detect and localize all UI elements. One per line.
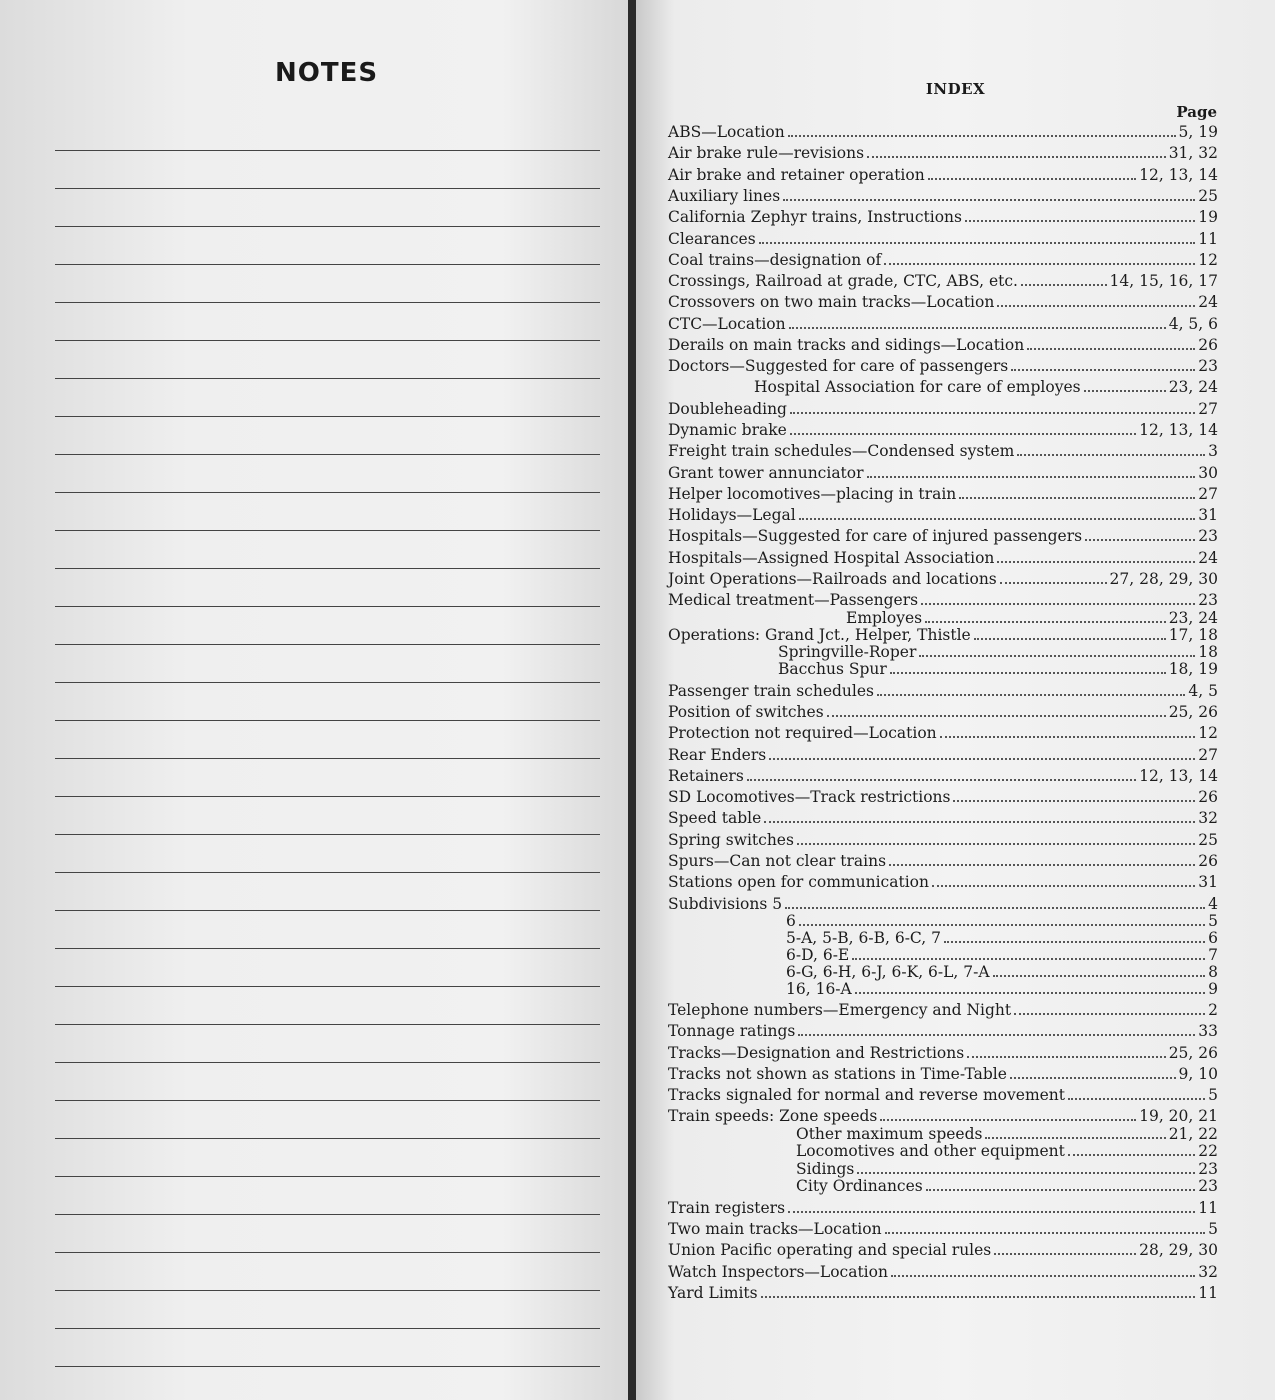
index-entry-page: 26 (1198, 852, 1218, 870)
dot-leader (867, 476, 1196, 478)
dot-leader (759, 242, 1196, 244)
index-entry-label: Rear Enders (668, 745, 767, 764)
index-entry-page: 6 (1208, 928, 1218, 947)
index-entry-page: 31 (1198, 506, 1218, 525)
index-entry-page: 3 (1208, 442, 1218, 461)
dot-leader (953, 800, 1195, 802)
notes-ruled-line (55, 1138, 600, 1139)
index-entry (668, 789, 1218, 806)
notes-ruled-line (55, 226, 600, 227)
index-entry (668, 592, 1218, 609)
dot-leader (925, 621, 1166, 623)
index-entry (668, 747, 1218, 764)
dot-leader (919, 655, 1195, 657)
index-entry-label: Freight train schedules—Condensed system (668, 442, 1015, 461)
index-entry-label: Doctors—Suggested for care of passengers (668, 357, 1009, 376)
index-entry (668, 725, 1218, 742)
index-entry (846, 610, 1218, 627)
index-entry (668, 627, 1218, 644)
index-entry-label: Protection not required—Location (668, 724, 937, 743)
dot-leader (799, 518, 1196, 520)
index-entry-label: Other maximum speeds (796, 1124, 983, 1143)
index-entry-label: California Zephyr trains, Instructions (668, 208, 962, 227)
index-entry (668, 209, 1218, 226)
index-entry (754, 379, 1218, 396)
index-entry (786, 964, 1218, 981)
index-entry-page: 22 (1198, 1142, 1218, 1161)
index-entry-page: 27 (1198, 399, 1218, 418)
notes-ruled-line (55, 758, 600, 759)
dot-leader (785, 907, 1205, 909)
notes-ruled-line (55, 644, 600, 645)
dot-leader (769, 758, 1195, 760)
index-entry-label: 16, 16-A (786, 979, 852, 998)
notes-ruled-line (55, 1176, 600, 1177)
notes-ruled-line (55, 606, 600, 607)
dot-leader (891, 1275, 1195, 1277)
index-entry-label: Spring switches (668, 830, 794, 849)
dot-leader (921, 603, 1195, 605)
index-entry-page: 23 (1198, 1159, 1218, 1178)
index-entry-page: 12 (1198, 250, 1218, 269)
index-entry-label: Bacchus Spur (778, 660, 887, 679)
index-entry (786, 981, 1218, 998)
index-entry-label: Helper locomotives—placing in train (668, 484, 957, 503)
index-entry-page: 4, 5, 6 (1168, 314, 1218, 333)
index-entry (668, 1002, 1218, 1019)
index-entry (668, 252, 1218, 269)
notes-ruled-line (55, 492, 600, 493)
index-entry (778, 661, 1218, 678)
dot-leader (1027, 348, 1195, 350)
notes-ruled-line (55, 1062, 600, 1063)
index-entry-page: 23 (1198, 591, 1218, 610)
index-entry-label: Springville-Roper (778, 643, 917, 662)
index-entry (668, 188, 1218, 205)
index-entry (668, 1200, 1218, 1217)
index-entry-label: Subdivisions 5 (668, 894, 783, 913)
notes-ruled-line (55, 1366, 600, 1367)
index-entry-label: Grant tower annunciator (668, 463, 864, 482)
index-entry-label: 6 (786, 911, 796, 930)
notes-ruled-line (55, 682, 600, 683)
dot-leader (880, 1119, 1136, 1121)
index-entry (668, 507, 1218, 524)
index-entry (668, 528, 1218, 545)
dot-leader (1068, 1098, 1205, 1100)
dot-leader (926, 1189, 1196, 1191)
index-entry-label: Tracks—Designation and Restrictions (668, 1043, 965, 1062)
index-entry-page: 11 (1198, 229, 1218, 248)
index-entry-label: CTC—Location (668, 314, 786, 333)
index-entry (796, 1161, 1218, 1178)
dot-leader (994, 1253, 1136, 1255)
dot-leader (799, 924, 1205, 926)
dot-leader (855, 992, 1205, 994)
index-entry (668, 1066, 1218, 1083)
index-entry-label: Locomotives and other equipment (796, 1142, 1065, 1161)
index-entry-label: Hospital Association for care of employes (754, 378, 1081, 397)
index-entry-label: Employes (846, 609, 923, 628)
index-entry-label: ABS—Location (668, 123, 785, 141)
dot-leader (997, 561, 1195, 563)
index-entry-label: City Ordinances (796, 1177, 923, 1196)
index-entry-page: 32 (1198, 1262, 1218, 1281)
index-entry-page: 9 (1208, 979, 1218, 998)
index-entry-label: Coal trains—designation of (668, 250, 882, 269)
index-entry-label: SD Locomotives—Track restrictions (668, 788, 951, 807)
index-entry-page: 30 (1198, 463, 1218, 482)
dot-leader (1068, 1154, 1195, 1156)
index-entry-page: 25 (1198, 830, 1218, 849)
index-entry-label: Passenger train schedules (668, 681, 874, 700)
index-entry-page: 7 (1208, 945, 1218, 964)
index-entry-label: Spurs—Can not clear trains (668, 852, 887, 870)
index-entry-page: 28, 29, 30 (1139, 1241, 1218, 1260)
index-entry-label: Derails on main tracks and sidings—Location (668, 336, 1025, 354)
index-entry-label: Hospitals—Assigned Hospital Association (668, 548, 995, 567)
dot-leader (790, 412, 1195, 414)
index-entry (668, 853, 1218, 870)
dot-leader (788, 135, 1176, 137)
notes-ruled-line (55, 568, 600, 569)
notes-ruled-line (55, 1252, 600, 1253)
index-entry-label: Retainers (668, 766, 744, 785)
index-entry-page: 4, 5 (1188, 681, 1218, 700)
index-entry-page: 25, 26 (1168, 702, 1218, 721)
index-entry-page: 4 (1208, 894, 1218, 913)
index-entry-label: Doubleheading (668, 399, 787, 418)
index-entry (778, 644, 1218, 661)
notes-ruled-line (55, 340, 600, 341)
notes-ruled-line (55, 720, 600, 721)
index-entry-page: 11 (1198, 1198, 1218, 1217)
notes-ruled-line (55, 1328, 600, 1329)
index-entry (668, 1087, 1218, 1104)
index-entry (668, 810, 1218, 827)
index-entry-page: 2 (1208, 1000, 1218, 1019)
index-title: INDEX (925, 80, 986, 98)
notes-ruled-line (55, 910, 600, 911)
index-entry (668, 1264, 1218, 1281)
index-entry-page: 19 (1198, 208, 1218, 227)
index-entry (668, 294, 1218, 311)
dot-leader (867, 156, 1166, 158)
dot-leader (1084, 390, 1166, 392)
index-entry (668, 896, 1218, 913)
dot-leader (889, 864, 1195, 866)
index-entry-label: Crossings, Railroad at grade, CTC, ABS, etc. (668, 272, 1018, 291)
dot-leader (940, 736, 1196, 738)
dot-leader (965, 220, 1195, 222)
index-entry-page: 5 (1208, 1220, 1218, 1238)
dot-leader (974, 638, 1166, 640)
dot-leader (1017, 454, 1205, 456)
index-entry (668, 571, 1218, 588)
index-entry-label: Air brake and retainer operation (668, 165, 925, 184)
index-entry-page: 12, 13, 14 (1139, 420, 1218, 439)
index-entry-label: Train registers (668, 1198, 786, 1217)
index-entry-label: Yard Limits (668, 1283, 758, 1302)
index-entry (668, 337, 1218, 354)
dot-leader (788, 1211, 1195, 1213)
notes-ruled-line (55, 454, 600, 455)
notes-ruled-line (55, 264, 600, 265)
index-entry-page: 31 (1198, 873, 1218, 892)
index-entry-page: 12, 13, 14 (1139, 766, 1218, 785)
dot-leader (857, 1172, 1195, 1174)
index-entry-page: 5 (1208, 1086, 1218, 1105)
index-entry-label: Telephone numbers—Emergency and Night (668, 1000, 1012, 1019)
index-entry-page: 32 (1198, 809, 1218, 828)
index-entry-page: 23 (1198, 357, 1218, 376)
page-column-header: Page (1176, 103, 1217, 121)
dot-leader (877, 694, 1185, 696)
index-entry-page: 23 (1198, 1177, 1218, 1196)
index-entry (668, 704, 1218, 721)
index-entry (668, 167, 1218, 184)
dot-leader (790, 433, 1136, 435)
index-entry (668, 124, 1218, 141)
index-entry (668, 422, 1218, 439)
dot-leader (997, 305, 1195, 307)
index-entry-page: 5, 19 (1178, 123, 1218, 141)
dot-leader (789, 327, 1166, 329)
dot-leader (764, 821, 1195, 823)
index-entry (668, 683, 1218, 700)
index-entry-label: 6-D, 6-E (786, 945, 850, 964)
index-entry-label: 5-A, 5-B, 6-B, 6-C, 7 (786, 928, 941, 947)
notes-ruled-line (55, 1100, 600, 1101)
index-entry-label: Tracks not shown as stations in Time-Table (668, 1064, 1007, 1083)
notes-ruled-line (55, 188, 600, 189)
notes-ruled-line (55, 530, 600, 531)
index-entry-page: 27 (1198, 745, 1218, 764)
notes-ruled-line (55, 378, 600, 379)
index-entry-page: 8 (1208, 962, 1218, 981)
index-entry-page: 12 (1198, 724, 1218, 743)
dot-leader (761, 1296, 1196, 1298)
dot-leader (1011, 369, 1195, 371)
dot-leader (985, 1137, 1165, 1139)
index-entry-page: 21, 22 (1168, 1124, 1218, 1143)
dot-leader (884, 263, 1195, 265)
index-entry (668, 1242, 1218, 1259)
index-entry-page: 19, 20, 21 (1139, 1107, 1218, 1126)
index-entry-page: 25, 26 (1168, 1043, 1218, 1062)
dot-leader (783, 199, 1195, 201)
index-entry (668, 550, 1218, 567)
index-entry (668, 874, 1218, 891)
index-entry-label: 6-G, 6-H, 6-J, 6-K, 6-L, 7-A (786, 962, 990, 981)
index-entry-page: 5 (1208, 911, 1218, 930)
index-entry-label: Watch Inspectors—Location (668, 1262, 888, 1281)
index-entry-page: 24 (1198, 548, 1218, 567)
index-entry-page: 23 (1198, 527, 1218, 546)
dot-leader (1085, 539, 1195, 541)
dot-leader (1014, 1013, 1205, 1015)
notes-ruled-line (55, 1214, 600, 1215)
index-entry-label: Position of switches (668, 702, 824, 721)
dot-leader (959, 497, 1195, 499)
notes-ruled-line (55, 948, 600, 949)
index-entry (796, 1178, 1218, 1195)
index-entry-label: Joint Operations—Railroads and locations (668, 570, 997, 588)
index-entry (786, 947, 1218, 964)
notes-ruled-line (55, 302, 600, 303)
dot-leader (797, 843, 1195, 845)
index-entry-page: 26 (1198, 336, 1218, 354)
dot-leader (993, 975, 1206, 977)
dot-leader (1010, 1077, 1176, 1079)
notes-ruled-line (55, 872, 600, 873)
dot-leader (798, 1034, 1195, 1036)
index-entry (668, 1023, 1218, 1040)
dot-leader (944, 941, 1205, 943)
index-entry-label: Clearances (668, 229, 756, 248)
notes-title: NOTES (275, 58, 379, 88)
index-entry-label: Tonnage ratings (668, 1022, 796, 1041)
index-entry-label: Medical treatment—Passengers (668, 591, 919, 610)
index-entry (796, 1143, 1218, 1160)
dot-leader (827, 715, 1166, 717)
index-entry-page: 18 (1198, 643, 1218, 662)
index-entry (786, 913, 1218, 930)
index-entry-label: Union Pacific operating and special rules (668, 1241, 992, 1260)
index-entry-label: Crossovers on two main tracks—Location (668, 293, 995, 312)
index-entry (668, 316, 1218, 333)
notes-ruled-line (55, 416, 600, 417)
index-entry-page: 14, 15, 16, 17 (1109, 272, 1218, 291)
dot-leader (928, 178, 1136, 180)
index-entry (796, 1126, 1218, 1143)
index-entry-label: Train speeds: Zone speeds (668, 1107, 878, 1126)
index-entry (668, 443, 1218, 460)
index-entry-label: Tracks signaled for normal and reverse movement (668, 1086, 1066, 1105)
index-entry (668, 465, 1218, 482)
notes-ruled-line (55, 1290, 600, 1291)
dot-leader (1000, 582, 1107, 584)
index-entry-page: 9, 10 (1178, 1064, 1218, 1083)
notes-ruled-line (55, 986, 600, 987)
dot-leader (1021, 284, 1107, 286)
index-entry (668, 1045, 1218, 1062)
index-entry-label: Auxiliary lines (668, 186, 781, 205)
notes-ruled-line (55, 1024, 600, 1025)
notes-page (0, 0, 628, 1400)
index-entry-label: Dynamic brake (668, 420, 787, 439)
index-entry (668, 358, 1218, 375)
index-entry-page: 33 (1198, 1022, 1218, 1041)
index-entry-label: Two main tracks—Location (668, 1220, 882, 1238)
index-entry-label: Sidings (796, 1159, 855, 1178)
index-entry (668, 832, 1218, 849)
dot-leader (852, 958, 1205, 960)
notes-ruled-line (55, 834, 600, 835)
index-entry (668, 273, 1218, 290)
index-entry-page: 23, 24 (1168, 609, 1218, 628)
index-entry (668, 768, 1218, 785)
index-entry-page: 24 (1198, 293, 1218, 312)
dot-leader (885, 1232, 1206, 1234)
index-entry (668, 145, 1218, 162)
index-entry-page: 11 (1198, 1283, 1218, 1302)
index-entry (668, 401, 1218, 418)
index-entry-page: 18, 19 (1168, 660, 1218, 679)
notes-ruled-line (55, 796, 600, 797)
dot-leader (932, 885, 1195, 887)
index-entry-page: 27, 28, 29, 30 (1109, 570, 1218, 588)
index-entry (668, 231, 1218, 248)
index-entry-page: 17, 18 (1168, 626, 1218, 645)
index-entry (668, 1285, 1218, 1302)
index-entry-page: 12, 13, 14 (1139, 165, 1218, 184)
index-entry (668, 486, 1218, 503)
index-entry-label: Holidays—Legal (668, 506, 796, 525)
index-entry-page: 26 (1198, 788, 1218, 807)
index-entry-page: 23, 24 (1168, 378, 1218, 397)
index-entry-label: Operations: Grand Jct., Helper, Thistle (668, 626, 971, 645)
dot-leader (890, 672, 1166, 674)
index-entry-label: Air brake rule—revisions (668, 144, 865, 163)
index-entry-label: Stations open for communication (668, 873, 929, 892)
index-page (636, 0, 1275, 1400)
index-entry-label: Hospitals—Suggested for care of injured passengers (668, 527, 1083, 546)
dot-leader (747, 779, 1136, 781)
index-entry (668, 1221, 1218, 1238)
dot-leader (967, 1056, 1165, 1058)
index-entry-page: 31, 32 (1168, 144, 1218, 163)
index-entry-page: 25 (1198, 186, 1218, 205)
index-entry (668, 1108, 1218, 1125)
index-entry-page: 27 (1198, 484, 1218, 503)
index-entry (786, 930, 1218, 947)
notes-ruled-line (55, 150, 600, 151)
index-entry-label: Speed table (668, 809, 762, 828)
